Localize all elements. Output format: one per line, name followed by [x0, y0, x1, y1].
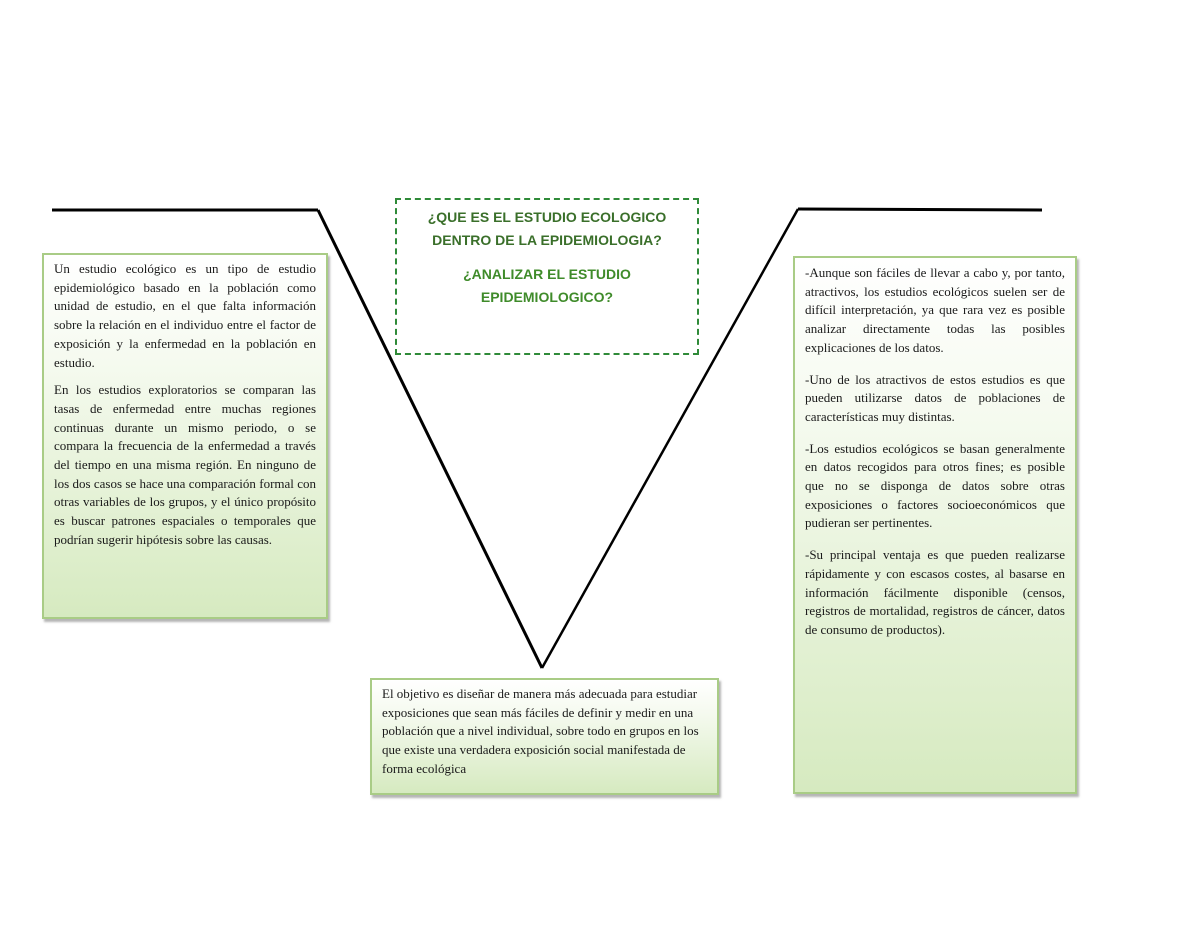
question-analyze: ¿ANALIZAR EL ESTUDIO EPIDEMIOLOGICO? [463, 266, 631, 305]
central-questions-box [395, 198, 699, 355]
characteristic-populations: -Uno de los atractivos de estos estudios es que pueden utilizarse datos de poblaciones de características muy distintas. [805, 371, 1065, 424]
objective-box [370, 678, 719, 795]
characteristic-advantage: -Su principal ventaja es que pueden realizarse rápidamente y con escasos costes, al basarse en información fácilmente disponible (censos, registros de mortalidad, registros de cáncer, datos de consumo de productos). [805, 547, 1065, 637]
characteristic-interpretation: -Aunque son fáciles de llevar a cabo y, por tanto, atractivos, los estudios ecológicos suelen ser de difícil interpretación, ya que rara vez es posible analizar directamente todas las posibles explicaciones de los datos. [805, 265, 1065, 355]
definition-paragraph: Un estudio ecológico es un tipo de estudio epidemiológico basado en la población como unidad de estudio, en el que falta información sobre la relación en el individuo entre el factor de exposición y la enfermedad en la población en estudio. [54, 261, 316, 370]
question-what-is: ¿QUE ES EL ESTUDIO ECOLOGICO DENTRO DE LA EPIDEMIOLOGIA? [427, 209, 667, 248]
characteristics-box [793, 256, 1077, 794]
right-horizontal-line [798, 209, 1042, 210]
objective-paragraph: El objetivo es diseñar de manera más adecuada para estudiar exposiciones que sean más fáciles de definir y medir en una población que a nivel individual, sobre todo en grupos en los que existe una verdadera exposición social manifestada de forma ecológica [382, 686, 699, 776]
exploratory-studies-paragraph: En los estudios exploratorios se comparan las tasas de enfermedad entre muchas regiones continuas durante un mismo periodo, o se compara la frecuencia de la enfermedad a través del tiempo en una misma región. En ninguno de los dos casos se hace una comparación formal con otras variables de los grupos, y el único propósito es buscar patrones espaciales o temporales que podrían sugerir hipótesis sobre las causas. [54, 382, 316, 547]
definition-box [42, 253, 328, 619]
characteristic-data-sources: -Los estudios ecológicos se basan generalmente en datos recogidos para otros fines; es posible que no se disponga de datos sobre otras exposiciones o factores socioeconómicos que pudieran ser pertinentes. [805, 440, 1065, 531]
